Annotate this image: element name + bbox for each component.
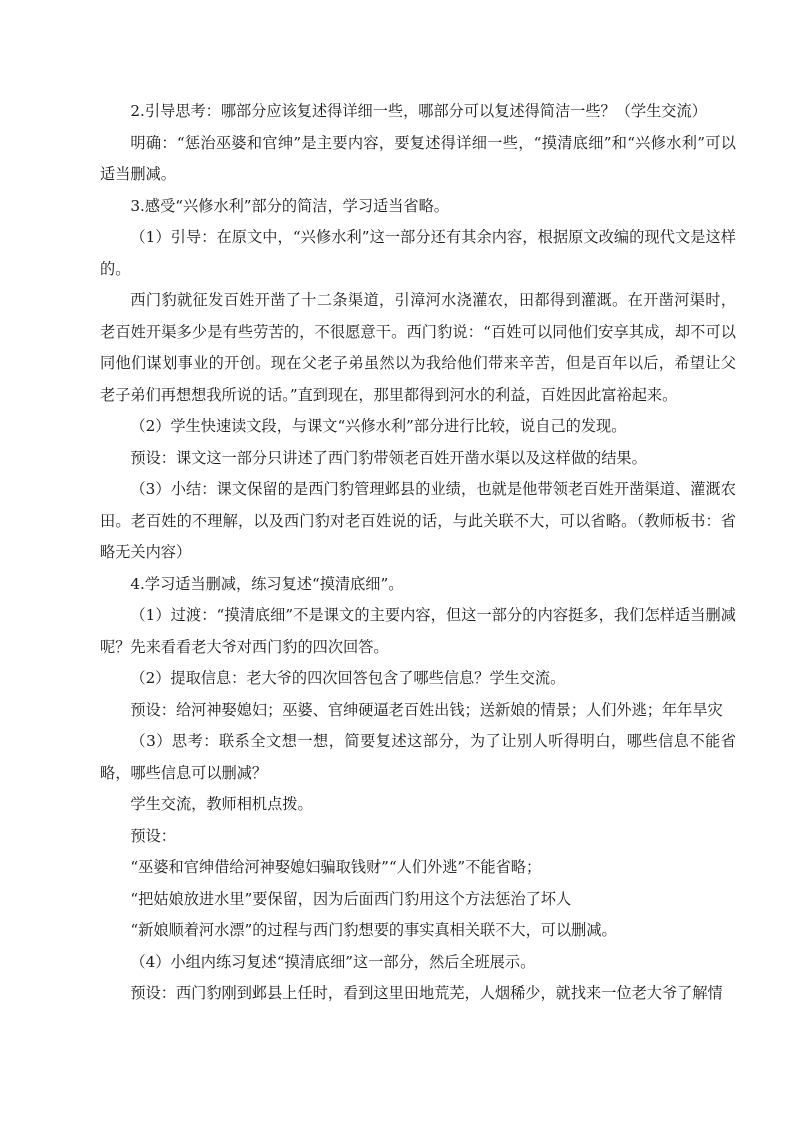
paragraph: （2）学生快速读文段，与课文“兴修水利”部分进行比较，说自己的发现。 [130, 417, 627, 435]
paragraph: （1）引导：在原文中，“兴修水利”这一部分还有其余内容，根据原文改编的现代文是这样的。 [100, 228, 736, 278]
paragraph: 2.引导思考：哪部分应该复述得详细一些，哪部分可以复述得简洁一些？（学生交流） [130, 102, 707, 120]
paragraph: 明确：“惩治巫婆和官绅”是主要内容，要复述得详细一些，“摸清底细”和“兴修水利”可以适当删减。 [100, 133, 736, 183]
paragraph: “把姑娘放进水里”要保留，因为后面西门豹用这个方法惩治了坏人 [130, 889, 572, 908]
paragraph: 西门豹就征发百姓开凿了十二条渠道，引漳河水浇灌农，田都得到灌溉。在开凿河渠时，老百姓开渠多少是有些劳苦的，不很愿意干。西门豹说：“百姓可以同他们安享其成，却不可以同他们谋划事业的开创。现在父老子弟虽然以为我给他们带来辛苦，但是百年以后，希望让父老子弟们再想想我所说的话。”直到现在，那里都得到河水的利益，百姓因此富裕起来。 [100, 291, 736, 404]
paragraph: 3.感受“兴修水利”部分的简洁，学习适当省略。 [130, 196, 449, 215]
paragraph: 4.学习适当删减，练习复述“摸清底细”。 [130, 574, 404, 593]
paragraph: （4）小组内练习复述“摸清底细”这一部分，然后全班展示。 [130, 952, 536, 971]
paragraph: 预设：给河神娶媳妇；巫婆、官绅硬逼老百姓出钱；送新娘的情景；人们外逃；年年旱灾 [130, 700, 723, 719]
paragraph: “新娘顺着河水漂”的过程与西门豹想要的事实真相关联不大，可以删减。 [130, 921, 617, 939]
paragraph: （1）过渡：“摸清底细”不是课文的主要内容，但这一部分的内容挺多，我们怎样适当删减呢？先来看看老大爷对西门豹的四次回答。 [100, 606, 736, 656]
paragraph: （3）思考：联系全文想一想，简要复述这部分，为了让别人听得明白，哪些信息不能省略，哪些信息可以删减？ [100, 732, 736, 782]
paragraph: 预设： [130, 826, 176, 845]
paragraph: （2）提取信息：老大爷的四次回答包含了哪些信息？学生交流。 [130, 669, 566, 687]
paragraph: 学生交流，教师相机点拨。 [130, 795, 313, 813]
document-body [100, 96, 736, 1010]
paragraph: 预设：西门豹刚到邺县上任时，看到这里田地荒芜，人烟稀少，就找来一位老大爷了解情 [130, 984, 723, 1002]
paragraph: 预设：课文这一部分只讲述了西门豹带领老百姓开凿水渠以及这样做的结果。 [130, 448, 647, 467]
paragraph: “巫婆和官绅借给河神娶媳妇骗取钱财”“人们外逃”不能省略； [130, 858, 542, 876]
paragraph: （3）小结：课文保留的是西门豹管理邺县的业绩，也就是他带领老百姓开凿渠道、灌溉农田。老百姓的不理解，以及西门豹对老百姓说的话，与此关联不大，可以省略。（教师板书：省略无关内容） [100, 480, 736, 561]
